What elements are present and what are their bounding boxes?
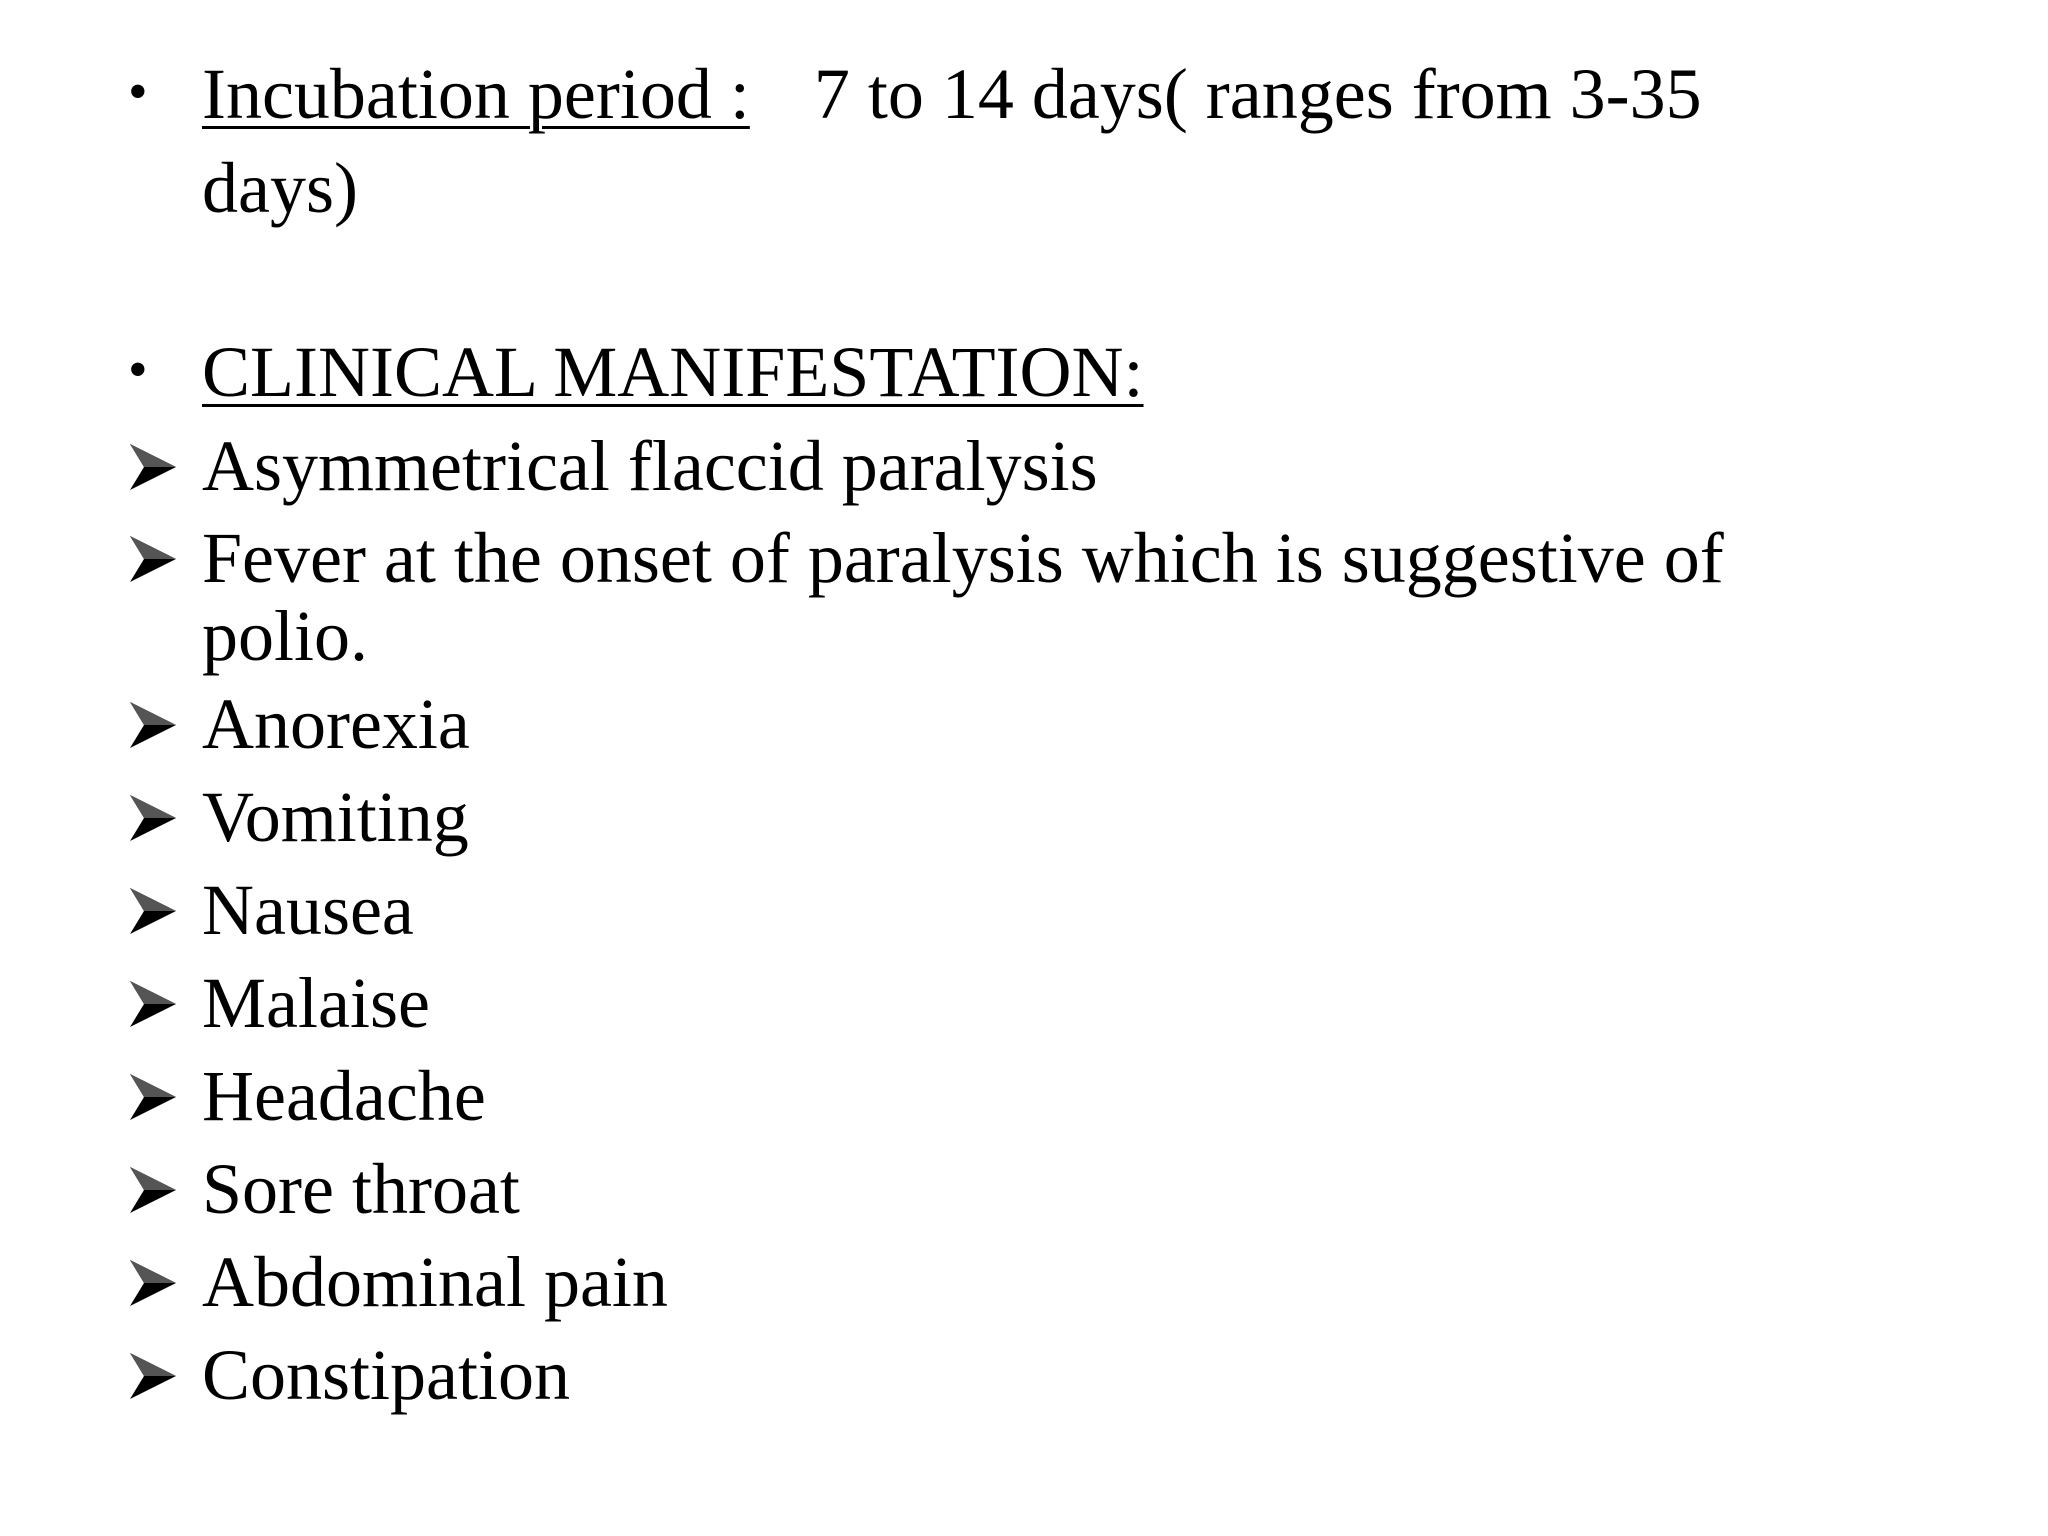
list-item: Malaise — [202, 963, 430, 1043]
list-item: Fever at the onset of paralysis which is suggestive of — [202, 518, 1724, 598]
arrowhead-bullet-icon — [128, 1258, 178, 1308]
arrowhead-bullet-icon — [128, 979, 178, 1029]
incubation-line — [202, 54, 1702, 134]
list-item: Headache — [202, 1056, 486, 1136]
arrowhead-bullet-icon — [128, 442, 178, 492]
clinical-heading: CLINICAL MANIFESTATION: — [202, 332, 1144, 412]
arrowhead-bullet-icon — [128, 1072, 178, 1122]
incubation-label: Incubation period : — [202, 54, 750, 134]
list-item: Sore throat — [202, 1149, 520, 1229]
list-item: Vomiting — [202, 777, 469, 857]
arrowhead-bullet-icon — [128, 1165, 178, 1215]
list-item: Abdominal pain — [202, 1242, 668, 1322]
list-item: Constipation — [202, 1335, 571, 1415]
arrowhead-bullet-icon — [128, 534, 178, 584]
arrowhead-bullet-icon — [128, 1351, 178, 1401]
list-item: Anorexia — [202, 684, 470, 764]
list-item-continued: polio. — [202, 596, 369, 676]
incubation-value: 7 to 14 days( ranges from 3-35 — [813, 54, 1702, 134]
round-bullet-icon: • — [128, 339, 148, 401]
incubation-value-continued: days) — [202, 148, 358, 228]
list-item: Asymmetrical flaccid paralysis — [202, 426, 1098, 506]
arrowhead-bullet-icon — [128, 700, 178, 750]
arrowhead-bullet-icon — [128, 793, 178, 843]
arrowhead-bullet-icon — [128, 886, 178, 936]
list-item: Nausea — [202, 870, 414, 950]
round-bullet-icon: • — [128, 61, 148, 123]
